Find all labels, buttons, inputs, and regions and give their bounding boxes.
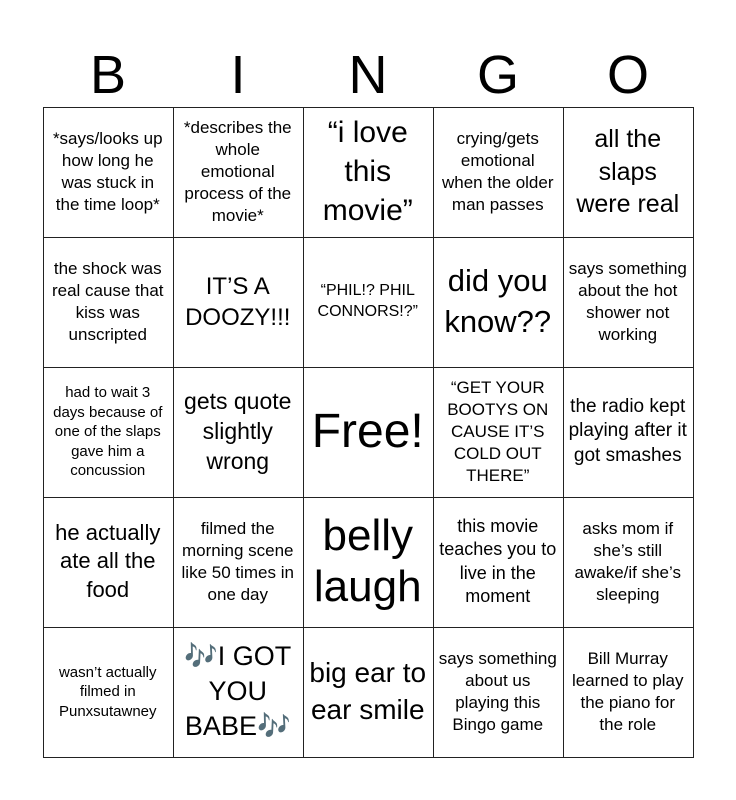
bingo-header <box>43 44 693 106</box>
bingo-cell-text: had to wait 3 days because of one of the slaps gave him a concussion <box>53 384 163 479</box>
bingo-cell-r2-c3[interactable] <box>303 237 435 369</box>
bingo-cell-text: the shock was real cause that kiss was unscripted <box>51 258 164 344</box>
bingo-grid <box>43 107 693 757</box>
bingo-cell-r3-c3[interactable] <box>303 367 435 499</box>
bingo-cell-text: belly laugh <box>313 511 422 611</box>
bingo-cell-text: filmed the morning scene like 50 times in one day <box>181 518 294 604</box>
bingo-cell-text: wasn’t actually filmed in Punxsutawney <box>58 663 157 720</box>
bingo-cell-text: crying/gets emotional when the older man passes <box>441 128 554 214</box>
bingo-cell-r3-c1[interactable] <box>43 367 175 499</box>
bingo-cell-r2-c4[interactable] <box>433 237 565 369</box>
bingo-cell-r4-c5[interactable] <box>563 497 695 629</box>
bingo-cell-r4-c2[interactable] <box>173 497 305 629</box>
bingo-cell-text: says something about us playing this Bingo game <box>438 648 557 734</box>
header-letter-b: B <box>89 45 127 105</box>
bingo-cell-text: big ear to ear smile <box>309 657 427 725</box>
header-letter-n: N <box>348 45 388 105</box>
bingo-cell-text: this movie teaches you to live in the moment <box>439 515 557 607</box>
bingo-cell-r2-c1[interactable] <box>43 237 175 369</box>
bingo-cell-r5-c4[interactable] <box>433 627 565 759</box>
bingo-cell-text: the radio kept playing after it got smashes <box>568 395 687 467</box>
bingo-cell-r1-c4[interactable] <box>433 107 565 239</box>
bingo-cell-text: “GET YOUR BOOTYS ON CAUSE IT’S COLD OUT THERE” <box>447 377 549 485</box>
bingo-cell-text: Bill Murray learned to play the piano for the role <box>571 648 684 734</box>
bingo-cell-text: asks mom if she’s still awake/if she’s sleeping <box>574 518 681 604</box>
bingo-cell-r1-c2[interactable] <box>173 107 305 239</box>
bingo-cell-r5-c1[interactable] <box>43 627 175 759</box>
bingo-cell-text: he actually ate all the food <box>55 519 161 603</box>
bingo-cell-text: gets quote slightly wrong <box>184 387 292 474</box>
bingo-cell-r5-c5[interactable] <box>563 627 695 759</box>
bingo-cell-r1-c1[interactable] <box>43 107 175 239</box>
bingo-cell-r3-c4[interactable] <box>433 367 565 499</box>
bingo-cell-text: *says/looks up how long he was stuck in the time loop* <box>52 128 163 214</box>
bingo-cell-text: 🎶I GOT YOU BABE🎶 <box>184 641 292 742</box>
bingo-cell-r3-c2[interactable] <box>173 367 305 499</box>
bingo-cell-r4-c3[interactable] <box>303 497 435 629</box>
bingo-cell-r2-c5[interactable] <box>563 237 695 369</box>
bingo-cell-text: all the slaps were real <box>576 125 680 218</box>
bingo-cell-r4-c4[interactable] <box>433 497 565 629</box>
header-letter-i: I <box>230 45 246 105</box>
bingo-cell-r1-c3[interactable] <box>303 107 435 239</box>
bingo-cell-text: IT’S A DOOZY!!! <box>185 272 291 331</box>
bingo-cell-r2-c2[interactable] <box>173 237 305 369</box>
bingo-cell-text: did you know?? <box>444 263 552 339</box>
bingo-cell-r5-c3[interactable] <box>303 627 435 759</box>
header-letter-o: O <box>606 45 649 105</box>
bingo-cell-text: “i love this movie” <box>322 116 413 228</box>
bingo-cell-text: says something about the hot shower not working <box>568 258 687 344</box>
bingo-cell-r5-c2[interactable] <box>173 627 305 759</box>
bingo-cell-r3-c5[interactable] <box>563 367 695 499</box>
bingo-cell-text: *describes the whole emotional process of the movie* <box>183 117 292 225</box>
bingo-cell-text: “PHIL!? PHIL CONNORS!?” <box>317 281 418 320</box>
header-letter-g: G <box>476 45 519 105</box>
bingo-cell-r1-c5[interactable] <box>563 107 695 239</box>
bingo-cell-text: Free! <box>311 405 424 459</box>
bingo-cell-r4-c1[interactable] <box>43 497 175 629</box>
